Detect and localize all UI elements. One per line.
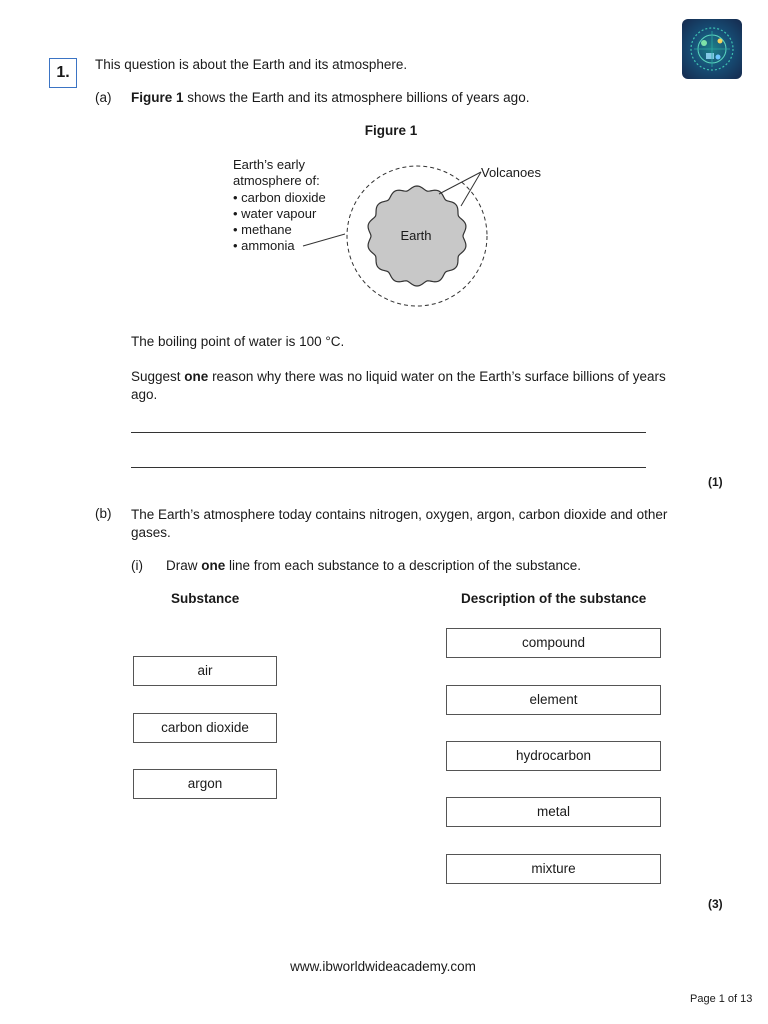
part-b-question bbox=[131, 506, 711, 542]
figure-reference: Figure 1 bbox=[131, 90, 184, 105]
substance-box-air[interactable]: air bbox=[133, 656, 277, 686]
gas-ammonia: • ammonia bbox=[233, 238, 295, 253]
part-b-text-line2: gases. bbox=[131, 525, 171, 540]
part-b-i-question bbox=[166, 558, 581, 573]
substance-box-argon[interactable]: argon bbox=[133, 769, 277, 799]
suggest-text-bold: one bbox=[184, 369, 209, 384]
page-number: Page 1 of 13 bbox=[690, 993, 753, 1005]
substance-heading: Substance bbox=[171, 591, 240, 606]
earth-atmosphere-figure bbox=[225, 148, 560, 318]
answer-line-1[interactable] bbox=[131, 432, 646, 433]
description-box-compound[interactable]: compound bbox=[446, 628, 661, 658]
gas-methane: • methane bbox=[233, 222, 292, 237]
gas-water-vapour: • water vapour bbox=[233, 206, 317, 221]
figure-caption-line-1: Earth’s early bbox=[233, 157, 306, 172]
description-box-metal[interactable]: metal bbox=[446, 797, 661, 827]
description-box-mixture[interactable]: mixture bbox=[446, 854, 661, 884]
boiling-point-text: The boiling point of water is 100 °C. bbox=[131, 334, 345, 349]
part-b-i-text-bold: one bbox=[201, 558, 226, 573]
logo-icon bbox=[682, 19, 742, 79]
answer-line-2[interactable] bbox=[131, 467, 646, 468]
suggest-text-rest: reason why there was no liquid water on the Earth’s surface billions of years bbox=[208, 369, 666, 384]
question-intro: This question is about the Earth and its atmosphere. bbox=[95, 57, 408, 72]
gas-carbon-dioxide: • carbon dioxide bbox=[233, 190, 326, 205]
part-b-i-text-rest: line from each substance to a description of the substance. bbox=[225, 558, 581, 573]
academy-logo bbox=[682, 19, 742, 79]
question-number: 1. bbox=[49, 58, 77, 88]
figure-title: Figure 1 bbox=[364, 123, 418, 138]
part-b-i-label: (i) bbox=[131, 558, 143, 573]
atmosphere-pointer-line bbox=[303, 234, 345, 246]
volcanoes-label: Volcanoes bbox=[481, 165, 541, 180]
description-box-element[interactable]: element bbox=[446, 685, 661, 715]
substance-box-carbon-dioxide[interactable]: carbon dioxide bbox=[133, 713, 277, 743]
earth-label: Earth bbox=[400, 228, 432, 243]
suggest-question bbox=[131, 368, 701, 404]
description-box-hydrocarbon[interactable]: hydrocarbon bbox=[446, 741, 661, 771]
part-a-question bbox=[131, 90, 529, 105]
part-b-i-text-pre: Draw bbox=[166, 558, 202, 573]
part-b-text-line1: The Earth’s atmosphere today contains nitrogen, oxygen, argon, carbon dioxide and other bbox=[131, 507, 668, 522]
part-a-question-text: shows the Earth and its atmosphere billions of years ago. bbox=[183, 90, 530, 105]
figure-caption-line-2: atmosphere of: bbox=[233, 173, 320, 188]
suggest-text-line2: ago. bbox=[131, 387, 158, 402]
description-heading: Description of the substance bbox=[461, 591, 647, 606]
footer-website[interactable]: www.ibworldwideacademy.com bbox=[290, 959, 476, 974]
part-b-marks: (3) bbox=[708, 897, 723, 911]
suggest-text-pre: Suggest bbox=[131, 369, 185, 384]
part-b-label: (b) bbox=[95, 506, 112, 521]
part-a-marks: (1) bbox=[708, 475, 723, 489]
part-a-label: (a) bbox=[95, 90, 112, 105]
